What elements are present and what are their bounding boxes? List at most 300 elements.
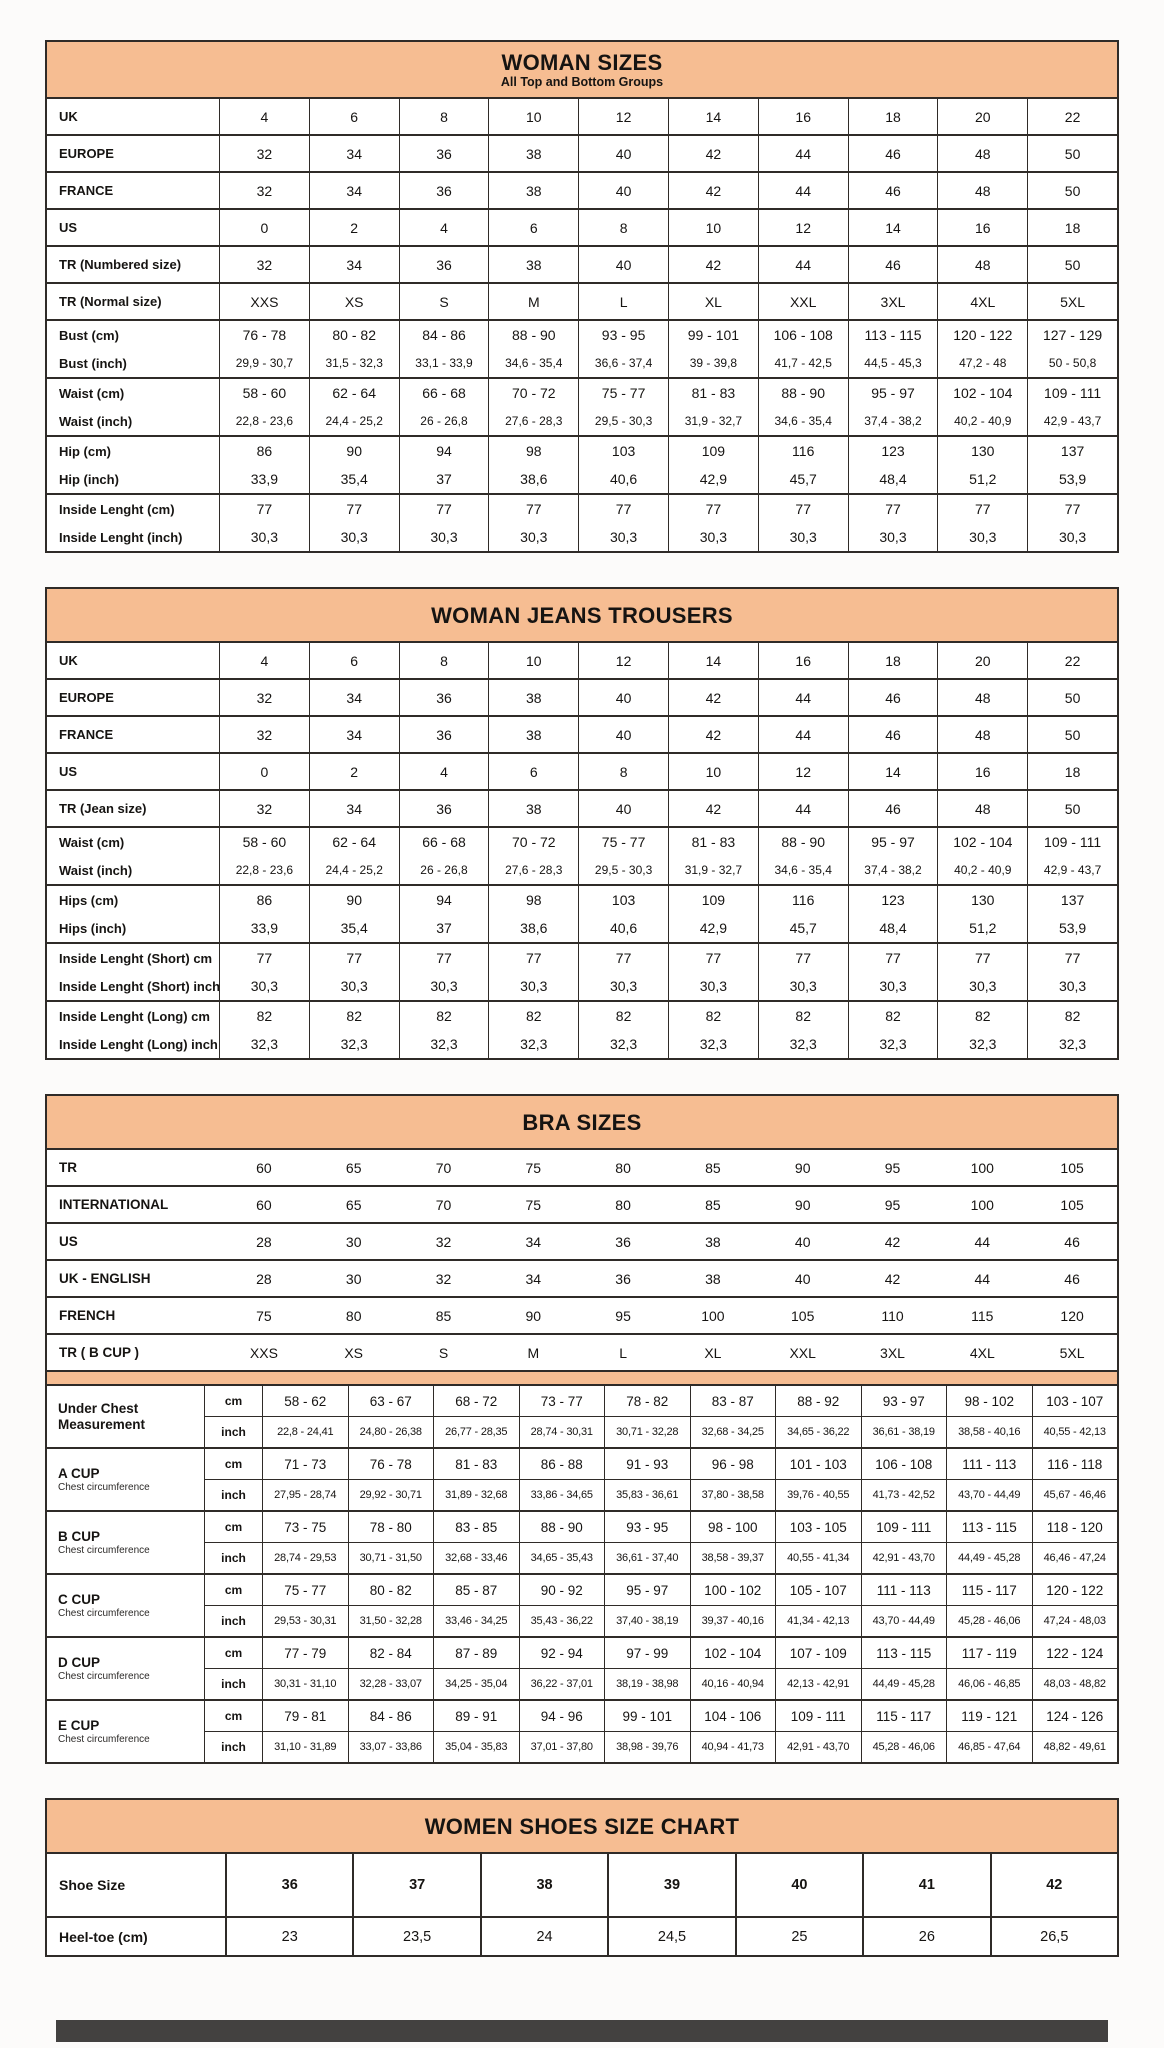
value-cell: 38 (705, 1270, 721, 1287)
cup-sublabel: Chest circumference (58, 1733, 150, 1745)
value-cell: 100 (970, 1196, 994, 1213)
row-group (47, 208, 1117, 245)
cup-label (47, 1512, 204, 1573)
value-cell: 44 (974, 1270, 991, 1287)
value-cell: 35,4 (309, 914, 399, 942)
value-cell: 50 - 50,8 (1027, 349, 1117, 377)
value-cell: 30,3 (578, 523, 668, 551)
row-group (47, 493, 1117, 551)
value-cell: 40,16 - 40,94 (690, 1669, 776, 1699)
value-cell: 42,91 - 43,70 (861, 1543, 947, 1573)
value-cell: 0 (219, 754, 309, 789)
table-row (47, 1185, 1117, 1222)
value-cell: 53,9 (1027, 465, 1117, 493)
value-cell: 39 (607, 1854, 734, 1916)
value-cell: 109 - 111 (861, 1512, 947, 1542)
value-cell: 34 (525, 1233, 542, 1250)
cup-name: A CUP (58, 1465, 100, 1481)
value-cell: 82 (1027, 1002, 1117, 1030)
value-cell: 70 (435, 1196, 452, 1213)
value-cell: 82 (937, 1002, 1027, 1030)
value-cell: 5XL (1027, 284, 1117, 319)
value-cell: 2 (309, 754, 399, 789)
value-cell: 88 - 90 (488, 321, 578, 349)
value-cell: 94 (399, 437, 489, 465)
bra-sizes-title: BRA SIZES (522, 1110, 642, 1135)
value-cell: 93 - 95 (604, 1512, 690, 1542)
value-cell: 46 (1064, 1233, 1080, 1250)
value-cell: 22,8 - 24,41 (262, 1417, 348, 1447)
value-cell: 30,3 (937, 972, 1027, 1000)
value-cell: 123 (848, 437, 938, 465)
row-label: Inside Lenght (Long) inch (59, 1036, 218, 1052)
value-cell: 75 (256, 1307, 272, 1324)
value-cell: 33,9 (219, 465, 309, 493)
row-label: FRANCE (59, 183, 114, 198)
value-cell: 68 - 72 (433, 1386, 519, 1416)
row-label: EUROPE (59, 690, 114, 705)
row-group (47, 826, 1117, 884)
table-row (47, 856, 1117, 884)
cup-group (47, 1447, 1117, 1510)
value-cell: 82 - 84 (348, 1638, 434, 1668)
value-cell: 85 - 87 (433, 1575, 519, 1605)
value-cell: 50 (1027, 247, 1117, 282)
value-cell: 77 (488, 495, 578, 523)
value-cell: 77 (578, 944, 668, 972)
value-cell: 107 - 109 (775, 1638, 861, 1668)
value-cell: 102 - 104 (690, 1638, 776, 1668)
value-cell: 22,8 - 23,6 (219, 407, 309, 435)
value-cell: 39,76 - 40,55 (775, 1480, 861, 1510)
value-cell: 28 (256, 1233, 272, 1250)
value-cell: 34 (309, 791, 399, 826)
value-cell: 31,9 - 32,7 (668, 856, 758, 884)
value-cell: 50 (1027, 680, 1117, 715)
value-cell: 90 (309, 886, 399, 914)
value-cell: 85 (435, 1307, 452, 1324)
row-label: Waist (cm) (59, 385, 125, 401)
value-cell: 34,6 - 35,4 (758, 856, 848, 884)
value-cell: 26,5 (990, 1918, 1117, 1955)
value-cell: 40,55 - 42,13 (1032, 1417, 1118, 1447)
value-cell: 115 (971, 1307, 994, 1324)
value-cell: 6 (309, 643, 399, 678)
value-cell: 100 (701, 1307, 725, 1324)
value-cell: 65 (345, 1196, 362, 1213)
value-cell: 31,5 - 32,3 (309, 349, 399, 377)
value-cell: 127 - 129 (1027, 321, 1117, 349)
row-group (47, 715, 1117, 752)
value-cell: 42 (668, 247, 758, 282)
value-cell: 12 (578, 99, 668, 134)
value-cell: 123 (848, 886, 938, 914)
cup-name: E CUP (58, 1717, 100, 1733)
value-cell: 34 (309, 247, 399, 282)
woman-jeans-header (47, 589, 1117, 643)
table-row (47, 1222, 1117, 1259)
value-cell: 90 - 92 (519, 1575, 605, 1605)
table-row (47, 1854, 1117, 1916)
value-cell: 40,6 (578, 914, 668, 942)
value-cell: 91 - 93 (604, 1449, 690, 1479)
value-cell: 30,3 (758, 523, 848, 551)
row-label: TR (Normal size) (59, 294, 162, 309)
value-cell: 35,83 - 36,61 (604, 1480, 690, 1510)
value-cell: 30,3 (1027, 972, 1117, 1000)
table-row (47, 407, 1117, 435)
value-cell: 77 (937, 495, 1027, 523)
value-cell: 36 (399, 791, 489, 826)
value-cell: 32,3 (488, 1030, 578, 1058)
value-cell: 77 (399, 495, 489, 523)
value-cell: 18 (848, 643, 938, 678)
value-cell: 101 - 103 (775, 1449, 861, 1479)
cup-rows (204, 1449, 1117, 1510)
value-cell: 8 (399, 643, 489, 678)
table-row (47, 944, 1117, 972)
value-cell: 109 (668, 886, 758, 914)
value-cell: 113 - 115 (946, 1512, 1032, 1542)
value-cell: 40 (578, 136, 668, 171)
value-cell: 30,3 (488, 972, 578, 1000)
value-cell: 34,6 - 35,4 (758, 407, 848, 435)
value-cell: 8 (578, 754, 668, 789)
value-cell: 32,68 - 34,25 (690, 1417, 776, 1447)
value-cell: 110 (881, 1307, 904, 1324)
table-row (47, 465, 1117, 493)
value-cell: 31,9 - 32,7 (668, 407, 758, 435)
value-cell: S (438, 1344, 449, 1361)
value-cell: 37 (399, 914, 489, 942)
table-row (47, 173, 1117, 208)
value-cell: XXL (758, 284, 848, 319)
value-cell: 46 (848, 136, 938, 171)
cup-sublabel: Chest circumference (58, 1481, 150, 1493)
value-cell: 95 - 97 (848, 379, 938, 407)
row-group (47, 99, 1117, 134)
value-cell: 32,3 (578, 1030, 668, 1058)
value-cell: 45,28 - 46,06 (861, 1732, 947, 1762)
row-label: Inside Lenght (inch) (59, 529, 183, 545)
table-row (47, 717, 1117, 752)
table-row (204, 1731, 1117, 1762)
value-cell: 113 - 115 (848, 321, 938, 349)
value-cell: 118 - 120 (1032, 1512, 1118, 1542)
value-cell: XL (668, 284, 758, 319)
value-cell: 42,9 - 43,7 (1027, 856, 1117, 884)
woman-sizes-table (45, 40, 1119, 553)
value-cell: 23,5 (352, 1918, 479, 1955)
value-cell: 32,3 (937, 1030, 1027, 1058)
value-cell: 44 (758, 136, 848, 171)
value-cell: 42,9 - 43,7 (1027, 407, 1117, 435)
value-cell: 120 - 122 (937, 321, 1027, 349)
value-cell: 36,61 - 37,40 (604, 1543, 690, 1573)
value-cell: 32,3 (758, 1030, 848, 1058)
value-cell: 77 (668, 495, 758, 523)
row-label: INTERNATIONAL (59, 1197, 169, 1212)
table-row (47, 210, 1117, 245)
unit-cell: inch (204, 1480, 262, 1510)
value-cell: 41 (862, 1854, 989, 1916)
table-row (47, 99, 1117, 134)
value-cell: 75 - 77 (578, 828, 668, 856)
value-cell: 51,2 (937, 465, 1027, 493)
value-cell: 30,71 - 32,28 (604, 1417, 690, 1447)
value-cell: 31,50 - 32,28 (348, 1606, 434, 1636)
value-cell: 50 (1027, 173, 1117, 208)
row-label: Hips (cm) (59, 892, 119, 908)
value-cell: 44 (758, 247, 848, 282)
value-cell: 82 (848, 1002, 938, 1030)
cup-group (47, 1510, 1117, 1573)
value-cell: 38 (480, 1854, 607, 1916)
value-cell: 38 (488, 247, 578, 282)
woman-sizes-body (47, 99, 1117, 551)
value-cell: 40 (578, 717, 668, 752)
value-cell: 12 (758, 210, 848, 245)
value-cell: 113 - 115 (861, 1638, 947, 1668)
value-cell: 95 (884, 1159, 901, 1176)
value-cell: 82 (488, 1002, 578, 1030)
table-row (204, 1638, 1117, 1668)
value-cell: 48 (937, 680, 1027, 715)
value-cell: 4XL (969, 1344, 995, 1361)
value-cell: 37,80 - 38,58 (690, 1480, 776, 1510)
value-cell: 40,55 - 41,34 (775, 1543, 861, 1573)
value-cell: 30,3 (219, 972, 309, 1000)
value-cell: 5XL (1059, 1344, 1085, 1361)
value-cell: 65 (345, 1159, 362, 1176)
value-cell: 29,5 - 30,3 (578, 407, 668, 435)
shoes-table (45, 1798, 1119, 1957)
value-cell: 83 - 85 (433, 1512, 519, 1542)
value-cell: XS (344, 1344, 364, 1361)
woman-sizes-subtitle: All Top and Bottom Groups (500, 75, 664, 89)
table-row (47, 1150, 1117, 1185)
table-row (204, 1701, 1117, 1731)
value-cell: 10 (668, 210, 758, 245)
table-row (47, 1333, 1117, 1370)
value-cell: 35,43 - 36,22 (519, 1606, 605, 1636)
value-cell: 36 (399, 680, 489, 715)
table-row (204, 1416, 1117, 1447)
value-cell: 43,70 - 44,49 (861, 1606, 947, 1636)
value-cell: 39,37 - 40,16 (690, 1606, 776, 1636)
value-cell: 34,6 - 35,4 (488, 349, 578, 377)
value-cell: 30 (345, 1270, 362, 1287)
value-cell: 46 (848, 173, 938, 208)
value-cell: 95 - 97 (848, 828, 938, 856)
value-cell: 34 (525, 1270, 542, 1287)
value-cell: 116 (758, 437, 848, 465)
row-label: Waist (inch) (59, 862, 133, 878)
value-cell: 41,34 - 42,13 (775, 1606, 861, 1636)
woman-sizes-header (47, 42, 1117, 99)
value-cell: 85 (705, 1196, 721, 1213)
value-cell: 99 - 101 (668, 321, 758, 349)
value-cell: 46 (848, 717, 938, 752)
value-cell: 77 (488, 944, 578, 972)
value-cell: 106 - 108 (861, 1449, 947, 1479)
value-cell: 44 (758, 717, 848, 752)
value-cell: 26,77 - 28,35 (433, 1417, 519, 1447)
value-cell: 32,3 (1027, 1030, 1117, 1058)
value-cell: 42 (668, 173, 758, 208)
unit-cell: inch (204, 1669, 262, 1699)
value-cell: 4 (219, 99, 309, 134)
value-cell: 70 - 72 (488, 379, 578, 407)
value-cell: 33,86 - 34,65 (519, 1480, 605, 1510)
value-cell: 16 (758, 643, 848, 678)
value-cell: 58 - 60 (219, 828, 309, 856)
value-cell: 42 (884, 1233, 901, 1250)
row-label: TR (59, 1160, 77, 1175)
value-cell: 70 - 72 (488, 828, 578, 856)
value-cell: 90 (525, 1307, 542, 1324)
value-cell: 40,6 (578, 465, 668, 493)
value-cell: 36 (225, 1854, 352, 1916)
cup-label (47, 1638, 204, 1699)
value-cell: XS (309, 284, 399, 319)
row-group (47, 1000, 1117, 1058)
table-row (47, 828, 1117, 856)
value-cell: 10 (488, 99, 578, 134)
value-cell: 34,25 - 35,04 (433, 1669, 519, 1699)
value-cell: 76 - 78 (219, 321, 309, 349)
value-cell: 103 - 105 (775, 1512, 861, 1542)
value-cell: 41,7 - 42,5 (758, 349, 848, 377)
value-cell: 46,06 - 46,85 (946, 1669, 1032, 1699)
value-cell: 35,04 - 35,83 (433, 1732, 519, 1762)
value-cell: 33,46 - 34,25 (433, 1606, 519, 1636)
table-row (47, 523, 1117, 551)
value-cell: 75 (525, 1196, 542, 1213)
row-group (47, 171, 1117, 208)
value-cell: 117 - 119 (946, 1638, 1032, 1668)
value-cell: 82 (309, 1002, 399, 1030)
value-cell: 100 (970, 1159, 994, 1176)
cup-rows (204, 1638, 1117, 1699)
value-cell: 26 - 26,8 (399, 407, 489, 435)
table-row (47, 1916, 1117, 1955)
value-cell: 16 (758, 99, 848, 134)
value-cell: 111 - 113 (946, 1449, 1032, 1479)
value-cell: 38 (488, 680, 578, 715)
value-cell: 2 (309, 210, 399, 245)
row-label: US (59, 220, 78, 235)
table-row (47, 247, 1117, 282)
value-cell: 95 (615, 1307, 631, 1324)
value-cell: 3XL (880, 1344, 905, 1361)
cup-name: D CUP (58, 1654, 101, 1670)
value-cell: 38,6 (488, 465, 578, 493)
unit-cell: inch (204, 1732, 262, 1762)
value-cell: 29,9 - 30,7 (219, 349, 309, 377)
value-cell: 100 - 102 (690, 1575, 776, 1605)
value-cell: 38 (488, 791, 578, 826)
cup-sublabel: Chest circumference (58, 1670, 150, 1682)
table-row (204, 1542, 1117, 1573)
value-cell: 37 (399, 465, 489, 493)
value-cell: 32,3 (848, 1030, 938, 1058)
value-cell: 95 - 97 (604, 1575, 690, 1605)
cup-label (47, 1575, 204, 1636)
value-cell: 4 (399, 754, 489, 789)
value-cell: 63 - 67 (348, 1386, 434, 1416)
value-cell: 120 (1060, 1307, 1084, 1324)
value-cell: 50 (1027, 136, 1117, 171)
unit-cell: cm (204, 1575, 262, 1605)
value-cell: XL (704, 1344, 722, 1361)
value-cell: 40 (578, 173, 668, 208)
value-cell: 137 (1027, 437, 1117, 465)
value-cell: 77 (937, 944, 1027, 972)
value-cell: 42 (668, 717, 758, 752)
value-cell: 71 - 73 (262, 1449, 348, 1479)
value-cell: 77 (758, 944, 848, 972)
value-cell: 93 - 95 (578, 321, 668, 349)
value-cell: 86 (219, 437, 309, 465)
cup-group (47, 1573, 1117, 1636)
value-cell: 36 (399, 136, 489, 171)
value-cell: 32,3 (309, 1030, 399, 1058)
value-cell: 44 (758, 680, 848, 715)
value-cell: L (578, 284, 668, 319)
value-cell: 38,6 (488, 914, 578, 942)
value-cell: 24,4 - 25,2 (309, 407, 399, 435)
cup-name: Under Chest Measurement (58, 1400, 146, 1432)
value-cell: 31,10 - 31,89 (262, 1732, 348, 1762)
value-cell: 105 (791, 1307, 815, 1324)
value-cell: 30,3 (668, 972, 758, 1000)
value-cell: 75 - 77 (262, 1575, 348, 1605)
value-cell: 30,3 (309, 972, 399, 1000)
row-label: Bust (cm) (59, 327, 119, 343)
value-cell: 22 (1027, 99, 1117, 134)
table-row (47, 680, 1117, 715)
value-cell: 44 (974, 1233, 991, 1250)
value-cell: 137 (1027, 886, 1117, 914)
value-cell: 40,2 - 40,9 (937, 407, 1027, 435)
value-cell: 32 (219, 247, 309, 282)
value-cell: 40 (794, 1233, 811, 1250)
value-cell: 14 (848, 754, 938, 789)
unit-cell: cm (204, 1512, 262, 1542)
value-cell: 24,5 (607, 1918, 734, 1955)
value-cell: 96 - 98 (690, 1449, 776, 1479)
value-cell: 82 (399, 1002, 489, 1030)
value-cell: 36 (399, 173, 489, 208)
value-cell: 99 - 101 (604, 1701, 690, 1731)
value-cell: 32 (435, 1233, 452, 1250)
value-cell: 90 (794, 1159, 811, 1176)
value-cell: 130 (937, 437, 1027, 465)
table-row (47, 754, 1117, 789)
value-cell: 30,3 (219, 523, 309, 551)
value-cell: 78 - 82 (604, 1386, 690, 1416)
value-cell: 26 - 26,8 (399, 856, 489, 884)
table-row (47, 972, 1117, 1000)
row-label: Hip (cm) (59, 443, 111, 459)
value-cell: 103 - 107 (1032, 1386, 1118, 1416)
value-cell: 14 (848, 210, 938, 245)
value-cell: 80 (345, 1307, 362, 1324)
value-cell: 43,70 - 44,49 (946, 1480, 1032, 1510)
value-cell: 119 - 121 (946, 1701, 1032, 1731)
row-group (47, 435, 1117, 493)
